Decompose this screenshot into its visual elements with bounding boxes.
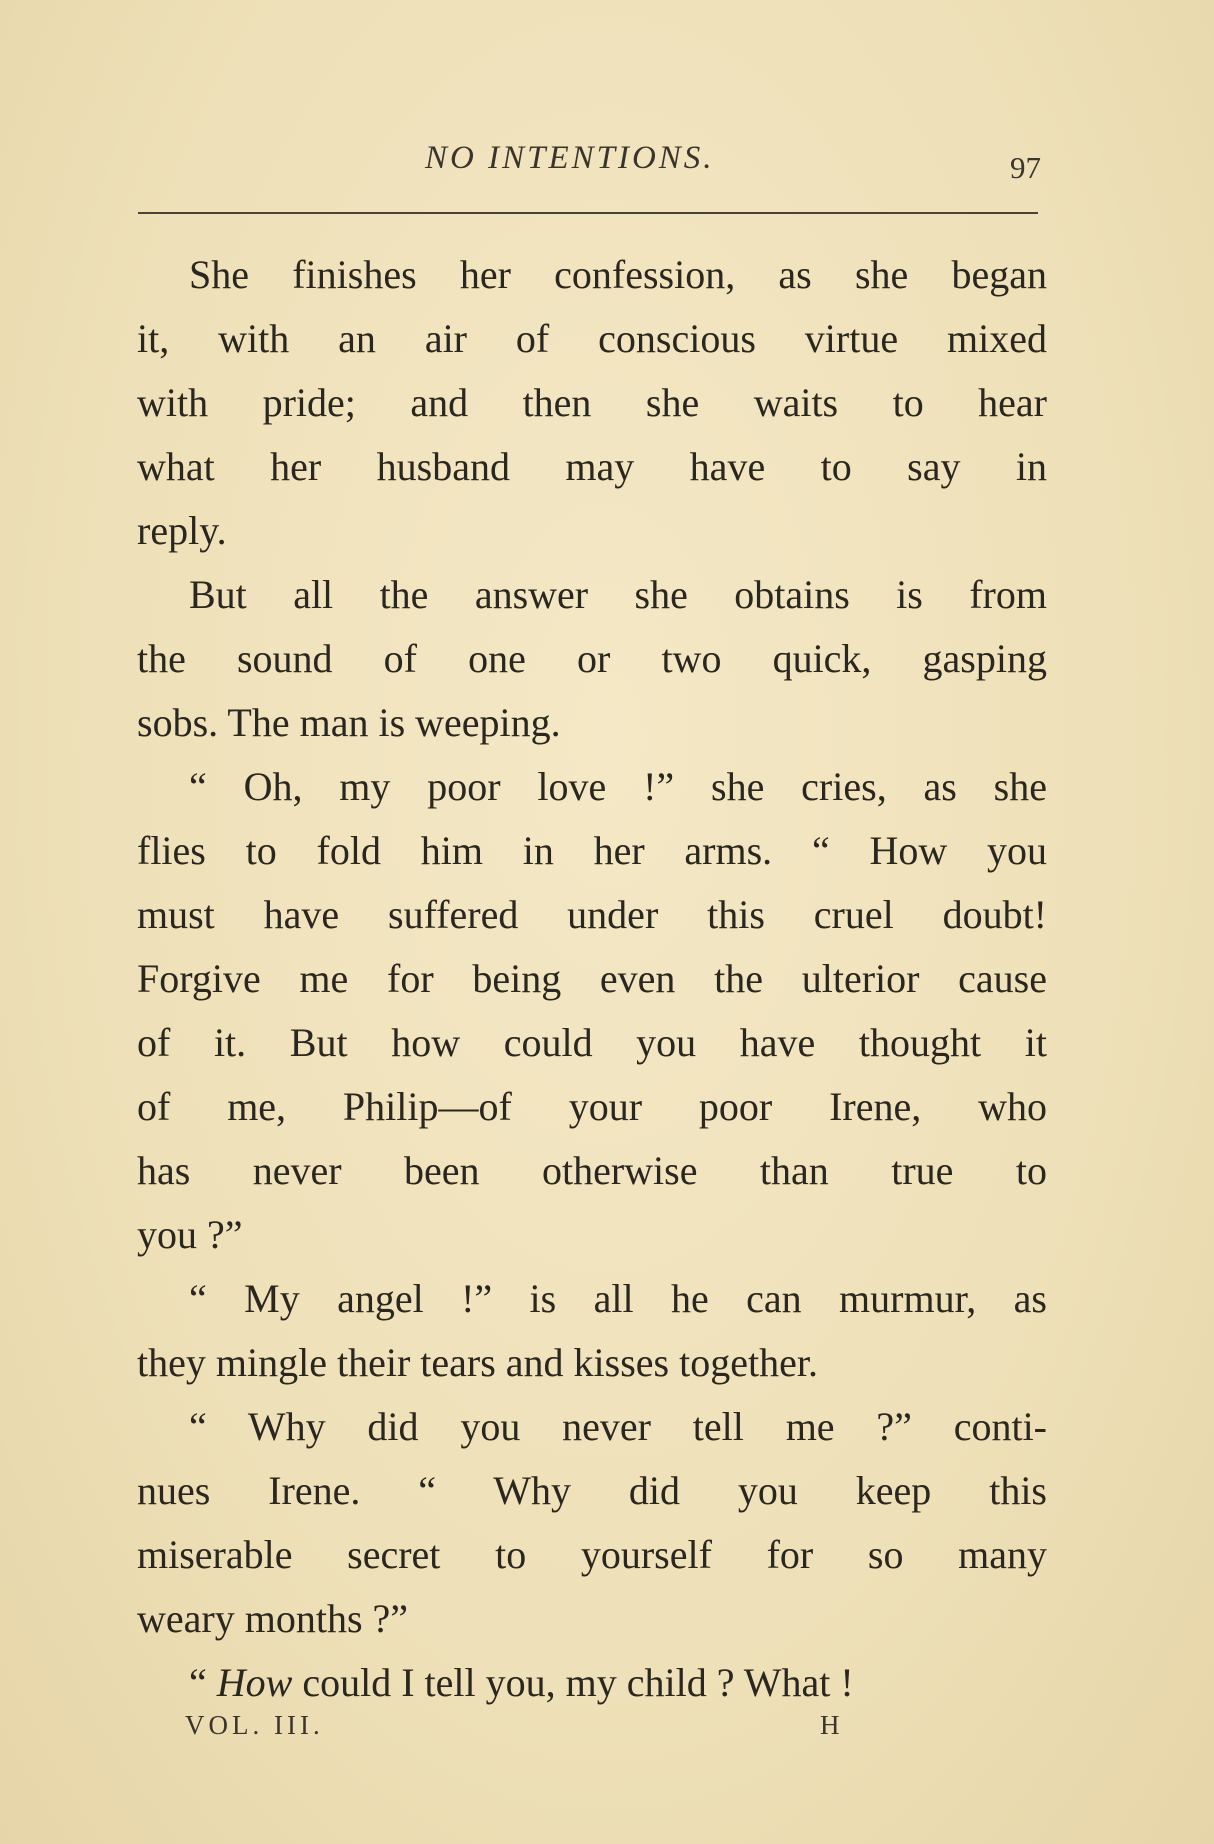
text-line: what her husband may have to say in bbox=[137, 444, 1047, 489]
text-line: must have suffered under this cruel doubt! bbox=[137, 892, 1047, 937]
text-line: the sound of one or two quick, gasping bbox=[137, 636, 1047, 681]
volume-signature: VOL. III. bbox=[185, 1710, 324, 1740]
text-line: miserable secret to yourself for so many bbox=[137, 1532, 1047, 1577]
text-line-last bbox=[137, 1651, 1047, 1715]
text-line: But all the answer she obtains is from bbox=[189, 572, 1047, 617]
text-fragment: “ bbox=[189, 1660, 217, 1705]
text-line: “ Oh, my poor love !” she cries, as she bbox=[189, 764, 1047, 809]
text-line: it, with an air of conscious virtue mixed bbox=[137, 316, 1047, 361]
text-line: nues Irene. “ Why did you keep this bbox=[137, 1468, 1047, 1513]
text-line: reply. bbox=[137, 508, 227, 553]
text-line: Forgive me for being even the ulterior cause bbox=[137, 956, 1047, 1001]
text-line: She finishes her confession, as she began bbox=[189, 252, 1047, 297]
text-line: flies to fold him in her arms. “ How you bbox=[137, 828, 1047, 873]
text-fragment: could I tell you, my child ? What ! bbox=[292, 1660, 854, 1705]
text-fragment-italic: How bbox=[216, 1660, 293, 1705]
page-footer bbox=[0, 1710, 1214, 1760]
text-line: of me, Philip—of your poor Irene, who bbox=[137, 1084, 1047, 1129]
signature-mark: H bbox=[820, 1710, 840, 1740]
text-line: has never been otherwise than true to bbox=[137, 1148, 1047, 1193]
running-head bbox=[0, 130, 1214, 190]
body-text bbox=[137, 243, 1047, 1715]
running-head-title: NO INTENTIONS. bbox=[425, 140, 715, 176]
text-line: weary months ?” bbox=[137, 1596, 409, 1641]
text-line: sobs. The man is weeping. bbox=[137, 700, 561, 745]
text-line: “ My angel !” is all he can murmur, as bbox=[189, 1276, 1047, 1321]
text-line: you ?” bbox=[137, 1212, 243, 1257]
text-line: with pride; and then she waits to hear bbox=[137, 380, 1047, 425]
text-line: “ Why did you never tell me ?” conti- bbox=[189, 1404, 1047, 1449]
header-rule bbox=[138, 212, 1038, 214]
text-line: of it. But how could you have thought it bbox=[137, 1020, 1047, 1065]
text-line: they mingle their tears and kisses together. bbox=[137, 1340, 818, 1385]
page-number: 97 bbox=[1010, 150, 1041, 185]
